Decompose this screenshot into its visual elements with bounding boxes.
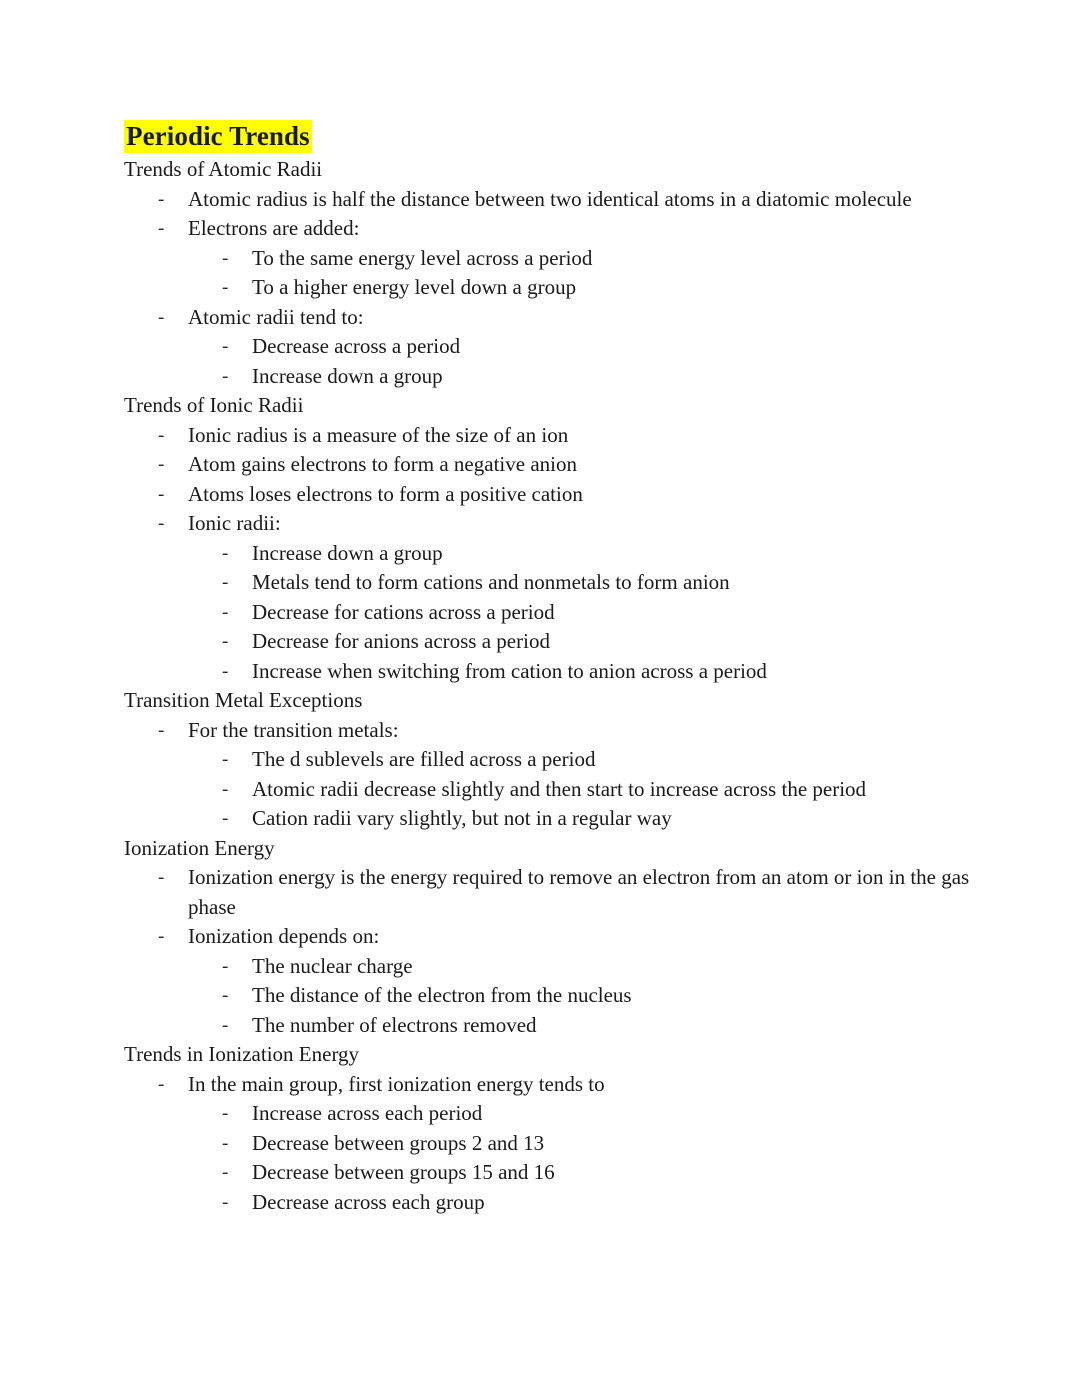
- bullet-dash-marker: -: [158, 483, 165, 505]
- bullet-item: [158, 716, 1004, 746]
- bullet-item: [158, 1070, 1004, 1100]
- bullet-text: Decrease between groups 2 and 13: [252, 1130, 545, 1155]
- section-heading: Trends of Atomic Radii: [124, 157, 323, 182]
- bullet-text: Metals tend to form cations and nonmetals to form anion: [252, 570, 730, 595]
- bullet-text: Increase down a group: [252, 540, 443, 565]
- bullet-dash-marker: -: [158, 218, 165, 240]
- bullet-text: Atomic radii tend to:: [188, 304, 364, 329]
- bullet-item: [222, 952, 1004, 982]
- bullet-item: [222, 332, 1004, 362]
- bullet-item: [222, 981, 1004, 1011]
- bullet-text: Ionic radii:: [188, 511, 281, 536]
- bullet-text: The number of electrons removed: [252, 1012, 537, 1037]
- bullet-dash-marker: -: [222, 601, 229, 623]
- bullet-item: [158, 421, 1004, 451]
- bullet-dash-marker: -: [222, 365, 229, 387]
- bullet-dash-marker: -: [158, 306, 165, 328]
- bullet-dash-marker: -: [158, 867, 165, 889]
- bullet-dash-marker: -: [222, 277, 229, 299]
- bullet-dash-marker: -: [222, 247, 229, 269]
- bullet-dash-marker: -: [158, 1073, 165, 1095]
- bullet-dash-marker: -: [158, 719, 165, 741]
- bullet-item: [222, 362, 1004, 392]
- bullet-item: [222, 568, 1004, 598]
- bullet-item: [158, 303, 1004, 333]
- page-title-highlight: Periodic Trends: [126, 121, 310, 151]
- bullet-item: [222, 775, 1004, 805]
- bullet-item: [222, 1188, 1004, 1218]
- bullet-dash-marker: -: [222, 1191, 229, 1213]
- bullet-text: The distance of the electron from the nucleus: [252, 983, 632, 1008]
- bullet-item: [222, 1158, 1004, 1188]
- bullet-item: [158, 863, 1004, 922]
- bullet-text: In the main group, first ionization energy tends to: [188, 1071, 605, 1096]
- bullet-text: Increase across each period: [252, 1101, 483, 1126]
- bullet-item: [222, 627, 1004, 657]
- bullet-text: To a higher energy level down a group: [252, 275, 577, 300]
- bullet-dash-marker: -: [222, 985, 229, 1007]
- bullet-item: [158, 185, 1004, 215]
- bullet-text: The d sublevels are filled across a period: [252, 747, 596, 772]
- bullet-dash-marker: -: [222, 660, 229, 682]
- bullet-item: [222, 745, 1004, 775]
- bullet-item: [158, 509, 1004, 539]
- bullet-dash-marker: -: [222, 749, 229, 771]
- section: [124, 834, 1004, 1041]
- bullet-text: Decrease across a period: [252, 334, 461, 359]
- bullet-text: Decrease across each group: [252, 1189, 485, 1214]
- page-title: [124, 122, 1004, 151]
- bullet-text: Electrons are added:: [188, 216, 360, 241]
- bullet-text: Increase when switching from cation to anion across a period: [252, 658, 767, 683]
- bullet-dash-marker: -: [222, 955, 229, 977]
- bullet-item: [222, 1099, 1004, 1129]
- bullet-item: [222, 539, 1004, 569]
- bullet-item: [222, 1011, 1004, 1041]
- section: [124, 155, 1004, 391]
- bullet-text: Decrease for cations across a period: [252, 599, 555, 624]
- bullet-text: Ionization depends on:: [188, 924, 380, 949]
- bullet-item: [222, 1129, 1004, 1159]
- bullet-dash-marker: -: [222, 572, 229, 594]
- section-heading: Transition Metal Exceptions: [124, 688, 363, 713]
- bullet-text: Ionic radius is a measure of the size of an ion: [188, 422, 569, 447]
- bullet-text: Atom gains electrons to form a negative anion: [188, 452, 577, 477]
- section-heading: Trends of Ionic Radii: [124, 393, 304, 418]
- section: [124, 1040, 1004, 1217]
- bullet-text: Decrease for anions across a period: [252, 629, 550, 654]
- bullet-item: [222, 804, 1004, 834]
- bullet-text: The nuclear charge: [252, 953, 413, 978]
- bullet-item: [158, 214, 1004, 244]
- bullet-dash-marker: -: [158, 513, 165, 535]
- bullet-dash-marker: -: [222, 808, 229, 830]
- bullet-dash-marker: -: [222, 542, 229, 564]
- bullet-dash-marker: -: [222, 778, 229, 800]
- bullet-text: Cation radii vary slightly, but not in a regular way: [252, 806, 672, 831]
- bullet-item: [222, 273, 1004, 303]
- bullet-dash-marker: -: [158, 424, 165, 446]
- bullet-item: [158, 922, 1004, 952]
- section-heading: Trends in Ionization Energy: [124, 1042, 360, 1067]
- bullet-text: Ionization energy is the energy required to remove an electron from an atom or ion in the gas phase: [188, 865, 970, 919]
- bullet-item: [222, 598, 1004, 628]
- bullet-item: [222, 244, 1004, 274]
- section: [124, 686, 1004, 834]
- bullet-dash-marker: -: [222, 1014, 229, 1036]
- bullet-text: To the same energy level across a period: [252, 245, 593, 270]
- document-body: [124, 122, 1004, 1217]
- bullet-dash-marker: -: [222, 1162, 229, 1184]
- bullet-dash-marker: -: [222, 631, 229, 653]
- bullet-dash-marker: -: [222, 1132, 229, 1154]
- sections-container: [124, 155, 1004, 1217]
- bullet-dash-marker: -: [158, 188, 165, 210]
- bullet-dash-marker: -: [158, 926, 165, 948]
- bullet-dash-marker: -: [158, 454, 165, 476]
- bullet-item: [158, 480, 1004, 510]
- section-heading: Ionization Energy: [124, 835, 275, 860]
- bullet-text: Decrease between groups 15 and 16: [252, 1160, 555, 1185]
- bullet-text: Increase down a group: [252, 363, 443, 388]
- bullet-dash-marker: -: [222, 1103, 229, 1125]
- bullet-dash-marker: -: [222, 336, 229, 358]
- bullet-text: Atomic radius is half the distance between two identical atoms in a diatomic molecule: [188, 186, 912, 211]
- bullet-item: [222, 657, 1004, 687]
- section: [124, 391, 1004, 686]
- bullet-text: For the transition metals:: [188, 717, 399, 742]
- bullet-text: Atomic radii decrease slightly and then start to increase across the period: [252, 776, 867, 801]
- bullet-text: Atoms loses electrons to form a positive cation: [188, 481, 583, 506]
- bullet-item: [158, 450, 1004, 480]
